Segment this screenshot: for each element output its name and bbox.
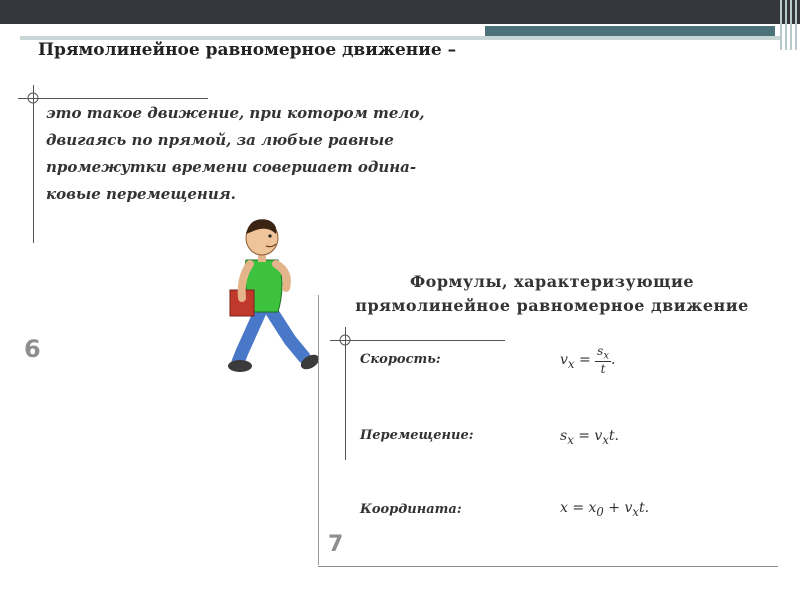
formula-end: t. <box>608 428 619 444</box>
formulas-heading <box>322 270 782 318</box>
slide-top-bar <box>0 0 800 24</box>
crosshair-icon <box>25 90 41 106</box>
definition-text <box>46 100 466 208</box>
speed-fraction <box>595 344 611 376</box>
slide-corner-decoration <box>778 0 800 50</box>
divider-horizontal <box>318 566 778 567</box>
formula-subscript: x <box>603 350 609 362</box>
formulas-heading-line: прямолинейное равномерное движение <box>355 296 749 315</box>
formula-subscript: x <box>632 504 639 519</box>
fraction-numerator <box>595 344 611 362</box>
divider-vertical <box>33 85 34 243</box>
formula-symbol: s <box>560 428 568 444</box>
formula-symbol: + v <box>603 500 633 516</box>
crosshair-icon <box>337 332 353 348</box>
page-title: Прямолинейное равномерное движение – <box>38 40 457 60</box>
displacement-formula <box>560 428 619 447</box>
coordinate-label: Координата: <box>360 502 462 517</box>
formula-subscript: x <box>567 357 575 371</box>
definition-line: двигаясь по прямой, за любые равные <box>46 131 394 149</box>
formula-symbol: s <box>597 344 604 358</box>
definition-line: ковые перемещения. <box>46 185 236 203</box>
definition-line: промежутки времени совершает одина- <box>46 158 417 176</box>
speed-formula: $v_x$ = $\frac{s_x}{t}$ . <box>560 344 616 377</box>
fraction-denominator: t <box>600 362 606 377</box>
formula-end: . <box>610 352 616 369</box>
formula-subscript: 0 <box>596 504 604 519</box>
formula-subscript: x <box>567 432 574 447</box>
formulas-heading-line: Формулы, характеризующие <box>409 272 695 291</box>
displacement-label: Перемещение: <box>360 428 474 443</box>
page-number-left: 6 <box>24 335 41 363</box>
divider-horizontal <box>18 98 208 99</box>
formula-symbol: v <box>560 352 568 369</box>
divider-vertical <box>318 295 319 565</box>
definition-line: это такое движение, при котором тело, <box>46 104 425 122</box>
coordinate-formula <box>560 500 649 519</box>
walking-student-illustration <box>212 212 332 382</box>
page-number-right: 7 <box>328 532 344 557</box>
formula-end: t. <box>638 500 650 516</box>
formula-symbol: x = x <box>560 500 597 516</box>
divider-horizontal <box>330 340 505 341</box>
formula-symbol: = v <box>578 428 603 444</box>
speed-label: Скорость: <box>360 352 441 367</box>
formula-subscript: x <box>602 432 609 447</box>
